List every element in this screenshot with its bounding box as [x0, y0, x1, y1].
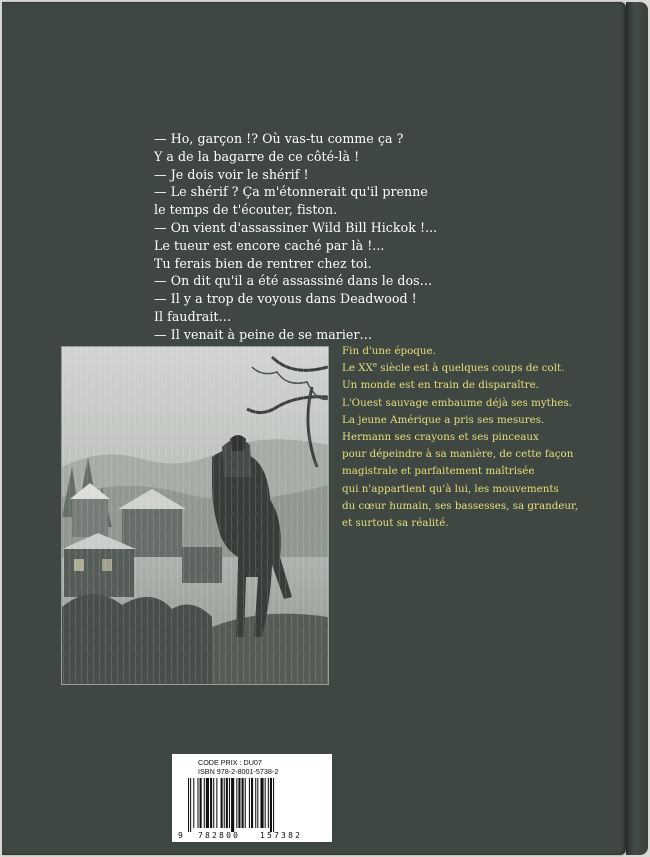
- dialogue-line: — Je dois voir le shérif !: [154, 166, 309, 182]
- barcode-bar: [242, 778, 244, 828]
- barcode-bar: [238, 778, 240, 828]
- barcode-bar: [204, 778, 205, 828]
- dialogue-line: — On dit qu'il a été assassiné dans le dos…: [154, 273, 433, 289]
- dialogue-line: le temps de t'écouter, fiston.: [154, 202, 338, 218]
- barcode-bar: [231, 778, 234, 832]
- summary-line: qui n'appartient qu'à lui, les mouvements: [342, 482, 559, 495]
- barcode-bar: [216, 778, 217, 828]
- dialogue-line: Il faudrait…: [154, 308, 232, 324]
- rider-in-rain-artwork: [62, 347, 328, 684]
- dialogue-line: Tu ferais bien de rentrer chez toi.: [154, 255, 372, 271]
- barcode-bar: [190, 778, 191, 832]
- barcode-bar: [273, 778, 274, 832]
- dialogue-line: — Il venait à peine de se marier…: [154, 326, 373, 342]
- summary-line: pour dépeindre à sa manière, de cette façon: [342, 448, 574, 461]
- dialogue-line: — Le shérif ? Ça m'étonnerait qu'il prenne: [154, 184, 428, 200]
- rainy-town-illustration: [62, 347, 328, 684]
- ean-barcode: [176, 778, 328, 840]
- dialogue-line: Le tueur est encore caché par là !...: [154, 237, 385, 253]
- dialogue-excerpt: [154, 130, 484, 344]
- barcode-bar: [255, 778, 256, 828]
- barcode-right-digits: 157382: [260, 831, 303, 840]
- summary-line-end: siècle est à quelques coups de colt.: [377, 362, 565, 375]
- dialogue-line: Y a de la bagarre de ce côté-là !: [154, 148, 360, 164]
- book-summary: [342, 343, 612, 532]
- barcode-left-digits: 782800: [198, 831, 241, 840]
- barcode-bar: [206, 778, 209, 828]
- barcode-bar: [251, 778, 253, 828]
- barcode-bar: [268, 778, 269, 828]
- summary-line: Un monde est en train de disparaître.: [342, 379, 539, 392]
- barcode-bar: [193, 778, 194, 828]
- barcode-bar: [265, 778, 266, 828]
- barcode-bar: [221, 778, 223, 828]
- summary-line: [342, 360, 612, 377]
- barcode-bar: [260, 778, 263, 828]
- summary-line: Hermann ses crayons et ses pinceaux: [342, 431, 539, 444]
- barcode-bar: [257, 778, 258, 828]
- dialogue-line: — Il y a trop de voyous dans Deadwood !: [154, 291, 417, 307]
- barcode-bar: [226, 778, 228, 828]
- summary-line: et surtout sa réalité.: [342, 517, 449, 530]
- barcode-bar: [200, 778, 202, 828]
- barcode-bar: [197, 778, 198, 828]
- summary-line-start: Le XX: [342, 362, 373, 375]
- barcode-bar: [229, 778, 230, 828]
- barcode-bars: [188, 778, 274, 832]
- dialogue-line: — On vient d'assassiner Wild Bill Hickok !...: [154, 219, 438, 235]
- barcode-bar: [245, 778, 246, 828]
- barcode-bar: [188, 778, 189, 832]
- summary-line: La jeune Amérique a pris ses mesures.: [342, 413, 545, 426]
- summary-line: L'Ouest sauvage embaume déjà ses mythes.: [342, 396, 573, 409]
- price-code: CODE PRIX : DU07: [198, 758, 262, 767]
- summary-line: Fin d'une époque.: [342, 345, 436, 357]
- summary-line: du cœur humain, ses bassesses, sa grandeur,: [342, 499, 579, 512]
- barcode-bar: [236, 778, 237, 828]
- barcode-label: [172, 754, 332, 842]
- barcode-bar: [213, 778, 214, 828]
- barcode-bar: [270, 778, 272, 832]
- isbn-number: ISBN 978-2-8001-5738-2: [198, 767, 279, 776]
- barcode-bar: [224, 778, 225, 828]
- summary-line: magistrale et parfaitement maîtrisée: [342, 465, 535, 478]
- century-superscript: e: [372, 361, 378, 370]
- barcode-first-digit: 9: [178, 831, 183, 840]
- book-spine-edge: [626, 2, 648, 855]
- barcode-bar: [249, 778, 250, 828]
- barcode-bar: [210, 778, 212, 828]
- dialogue-line: — Ho, garçon !? Où vas-tu comme ça ?: [154, 131, 404, 146]
